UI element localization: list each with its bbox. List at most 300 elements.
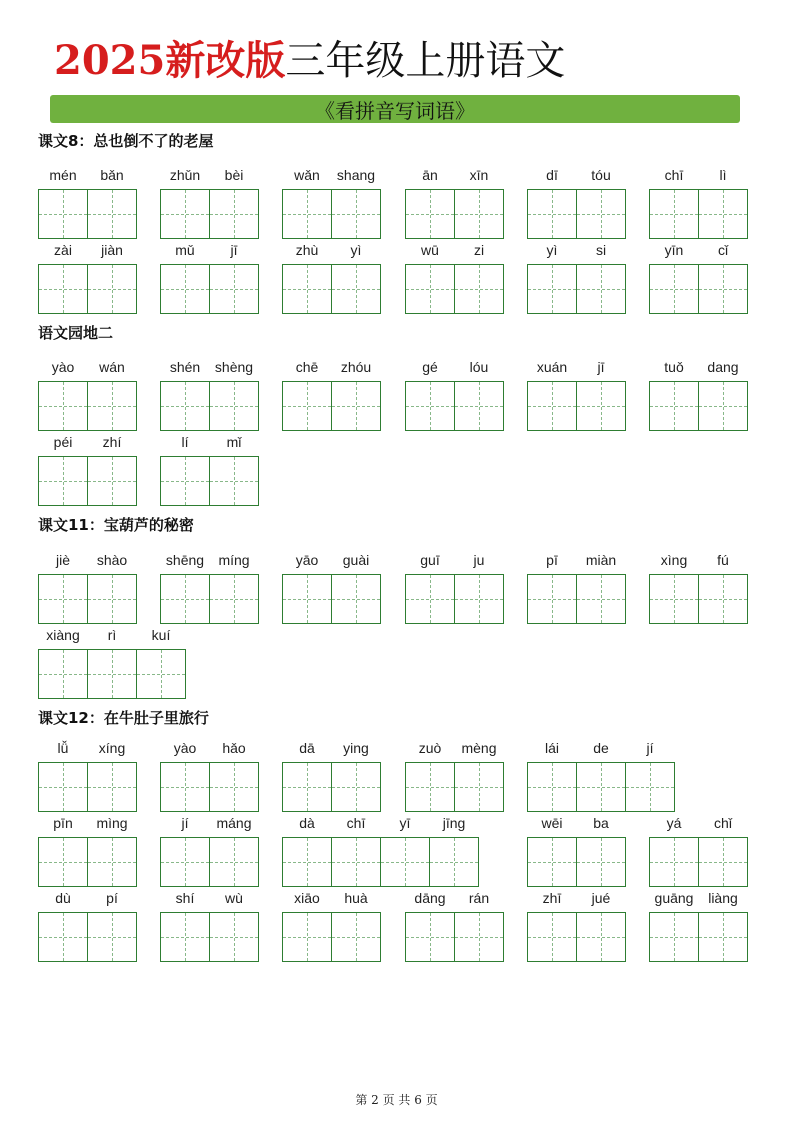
- pinyin-syllable: wán: [99, 359, 125, 375]
- section-title: 课文11：宝葫芦的秘密: [38, 516, 194, 534]
- pinyin-row: [160, 887, 259, 909]
- word-item: [282, 356, 381, 432]
- pinyin-syllable: mìng: [96, 815, 128, 831]
- pinyin-syllable: pīn: [53, 815, 73, 831]
- tianzi-writing-box[interactable]: [38, 762, 88, 812]
- pinyin-syllable: yīn: [664, 242, 684, 258]
- tianzi-writing-box[interactable]: [649, 381, 699, 431]
- pinyin-syllable: péi: [53, 434, 73, 450]
- pinyin-row: [160, 431, 259, 453]
- pinyin-syllable: de: [593, 740, 609, 756]
- page-title: [54, 36, 565, 86]
- word-item: [160, 239, 259, 315]
- pinyin-syllable: wēi: [541, 815, 563, 831]
- tianzi-writing-box[interactable]: [576, 189, 626, 239]
- tianzi-writing-box[interactable]: [38, 649, 88, 699]
- writing-grid: [38, 456, 137, 506]
- pinyin-row: [282, 887, 381, 909]
- section-title: 课文8：总也倒不了的老屋: [38, 132, 214, 150]
- pinyin-syllable: gé: [422, 359, 438, 375]
- tianzi-writing-box[interactable]: [160, 381, 210, 431]
- pinyin-syllable: rán: [468, 890, 490, 906]
- tianzi-writing-box[interactable]: [38, 456, 88, 506]
- tianzi-writing-box[interactable]: [698, 189, 748, 239]
- pinyin-syllable: shí: [175, 890, 195, 906]
- word-item: [527, 356, 626, 432]
- word-item: [160, 431, 259, 507]
- word-item: [160, 356, 259, 432]
- pinyin-syllable: bèi: [224, 167, 244, 183]
- pinyin-row: [160, 737, 259, 759]
- pinyin-syllable: jiè: [55, 552, 70, 568]
- tianzi-writing-box[interactable]: [698, 837, 748, 887]
- pinyin-syllable: shào: [96, 552, 128, 568]
- pinyin-syllable: zài: [54, 242, 72, 258]
- pinyin-row: [649, 239, 748, 261]
- tianzi-writing-box[interactable]: [527, 189, 577, 239]
- tianzi-writing-box[interactable]: [527, 762, 577, 812]
- tianzi-writing-box[interactable]: [38, 189, 88, 239]
- tianzi-writing-box[interactable]: [331, 264, 381, 314]
- tianzi-writing-box[interactable]: [209, 381, 259, 431]
- pinyin-row: [649, 549, 748, 571]
- tianzi-writing-box[interactable]: [282, 264, 332, 314]
- pinyin-syllable: mǐ: [226, 434, 242, 450]
- writing-grid: [160, 264, 259, 314]
- pinyin-row: [405, 737, 504, 759]
- writing-grid: [649, 189, 748, 239]
- word-item: [649, 549, 748, 625]
- pinyin-syllable: lí: [181, 434, 189, 450]
- tianzi-writing-box[interactable]: [160, 837, 210, 887]
- word-item: [405, 164, 504, 240]
- tianzi-writing-box[interactable]: [698, 912, 748, 962]
- tianzi-writing-box[interactable]: [160, 762, 210, 812]
- writing-grid: [282, 189, 381, 239]
- writing-grid: [649, 837, 748, 887]
- word-item: [649, 239, 748, 315]
- pinyin-syllable: zhóu: [340, 359, 372, 375]
- writing-grid: [405, 381, 504, 431]
- writing-grid: [38, 264, 137, 314]
- pinyin-syllable: dāng: [414, 890, 446, 906]
- tianzi-writing-box[interactable]: [576, 381, 626, 431]
- pinyin-row: [527, 887, 626, 909]
- writing-grid: [38, 649, 186, 699]
- word-item: [527, 549, 626, 625]
- word-item: [405, 239, 504, 315]
- writing-grid: [38, 912, 137, 962]
- tianzi-writing-box[interactable]: [331, 381, 381, 431]
- pinyin-syllable: lái: [544, 740, 559, 756]
- tianzi-writing-box[interactable]: [405, 912, 455, 962]
- pinyin-syllable: fú: [717, 552, 729, 568]
- word-item: [527, 887, 626, 963]
- pinyin-syllable: kuí: [151, 627, 171, 643]
- pinyin-syllable: zuò: [418, 740, 442, 756]
- tianzi-writing-box[interactable]: [405, 574, 455, 624]
- pinyin-row: [282, 737, 381, 759]
- tianzi-writing-box[interactable]: [282, 912, 332, 962]
- tianzi-writing-box[interactable]: [405, 381, 455, 431]
- tianzi-writing-box[interactable]: [209, 912, 259, 962]
- pinyin-row: [527, 239, 626, 261]
- word-item: [282, 737, 381, 813]
- pinyin-row: [527, 812, 626, 834]
- tianzi-writing-box[interactable]: [527, 574, 577, 624]
- tianzi-writing-box[interactable]: [87, 574, 137, 624]
- word-item: [38, 164, 137, 240]
- pinyin-syllable: bǎn: [100, 167, 124, 183]
- pinyin-syllable: xiāo: [294, 890, 320, 906]
- pinyin-row: [649, 887, 748, 909]
- title-year-edition: 2025新改版: [54, 37, 286, 84]
- pinyin-syllable: ju: [473, 552, 485, 568]
- pinyin-syllable: wū: [421, 242, 439, 258]
- tianzi-writing-box[interactable]: [331, 574, 381, 624]
- pinyin-row: [38, 239, 137, 261]
- word-item: [160, 887, 259, 963]
- tianzi-writing-box[interactable]: [87, 649, 137, 699]
- tianzi-writing-box[interactable]: [38, 381, 88, 431]
- pinyin-syllable: pī: [546, 552, 558, 568]
- pinyin-row: [527, 737, 675, 759]
- tianzi-writing-box[interactable]: [331, 189, 381, 239]
- tianzi-writing-box[interactable]: [405, 264, 455, 314]
- pinyin-syllable: ba: [593, 815, 609, 831]
- pinyin-row: [160, 356, 259, 378]
- pinyin-syllable: yá: [666, 815, 682, 831]
- tianzi-writing-box[interactable]: [209, 189, 259, 239]
- tianzi-writing-box[interactable]: [87, 456, 137, 506]
- tianzi-writing-box[interactable]: [282, 381, 332, 431]
- tianzi-writing-box[interactable]: [38, 837, 88, 887]
- pinyin-row: [38, 737, 137, 759]
- pinyin-row: [405, 887, 504, 909]
- word-item: [527, 164, 626, 240]
- pinyin-syllable: zhī: [542, 890, 562, 906]
- pinyin-syllable: shēng: [165, 552, 205, 568]
- word-item: [38, 356, 137, 432]
- pinyin-syllable: guài: [342, 552, 370, 568]
- pinyin-row: [405, 239, 504, 261]
- tianzi-writing-box[interactable]: [454, 381, 504, 431]
- pinyin-row: [405, 164, 504, 186]
- writing-grid: [160, 189, 259, 239]
- word-item: [649, 887, 748, 963]
- pinyin-row: [527, 356, 626, 378]
- pinyin-syllable: shén: [169, 359, 201, 375]
- word-item: [405, 549, 504, 625]
- writing-grid: [405, 762, 504, 812]
- pinyin-syllable: tóu: [591, 167, 611, 183]
- tianzi-writing-box[interactable]: [331, 912, 381, 962]
- writing-grid: [527, 762, 675, 812]
- pinyin-row: [38, 356, 137, 378]
- writing-grid: [649, 381, 748, 431]
- pinyin-row: [405, 549, 504, 571]
- tianzi-writing-box[interactable]: [380, 837, 430, 887]
- writing-grid: [527, 189, 626, 239]
- pinyin-syllable: wù: [225, 890, 243, 906]
- tianzi-writing-box[interactable]: [527, 837, 577, 887]
- pinyin-syllable: shèng: [214, 359, 254, 375]
- tianzi-writing-box[interactable]: [698, 574, 748, 624]
- pinyin-syllable: chǐ: [714, 815, 732, 831]
- tianzi-writing-box[interactable]: [527, 912, 577, 962]
- tianzi-writing-box[interactable]: [282, 837, 332, 887]
- pinyin-syllable: cǐ: [717, 242, 729, 258]
- pinyin-syllable: miàn: [585, 552, 617, 568]
- tianzi-writing-box[interactable]: [527, 381, 577, 431]
- pinyin-row: [282, 239, 381, 261]
- writing-grid: [527, 837, 626, 887]
- tianzi-writing-box[interactable]: [160, 574, 210, 624]
- writing-grid: [527, 264, 626, 314]
- word-item: [282, 239, 381, 315]
- pinyin-syllable: xíng: [98, 740, 126, 756]
- word-item: [282, 549, 381, 625]
- writing-grid: [160, 912, 259, 962]
- tianzi-writing-box[interactable]: [38, 574, 88, 624]
- word-item: [649, 812, 748, 888]
- pinyin-syllable: míng: [218, 552, 250, 568]
- pinyin-row: [38, 812, 137, 834]
- pinyin-syllable: dang: [707, 359, 739, 375]
- pinyin-row: [38, 887, 137, 909]
- word-item: [405, 737, 504, 813]
- writing-grid: [649, 574, 748, 624]
- word-item: [405, 356, 504, 432]
- writing-grid: [38, 574, 137, 624]
- pinyin-row: [282, 549, 381, 571]
- tianzi-writing-box[interactable]: [38, 264, 88, 314]
- writing-grid: [38, 837, 137, 887]
- pinyin-syllable: jī: [597, 359, 605, 375]
- tianzi-writing-box[interactable]: [576, 762, 626, 812]
- tianzi-writing-box[interactable]: [209, 456, 259, 506]
- tianzi-writing-box[interactable]: [160, 264, 210, 314]
- pinyin-row: [649, 164, 748, 186]
- tianzi-writing-box[interactable]: [87, 381, 137, 431]
- word-item: [38, 431, 137, 507]
- tianzi-writing-box[interactable]: [405, 189, 455, 239]
- writing-grid: [282, 264, 381, 314]
- pinyin-row: [282, 164, 381, 186]
- writing-grid: [527, 574, 626, 624]
- tianzi-writing-box[interactable]: [527, 264, 577, 314]
- writing-grid: [160, 762, 259, 812]
- writing-grid: [405, 912, 504, 962]
- word-item: [282, 887, 381, 963]
- pinyin-row: [527, 164, 626, 186]
- tianzi-writing-box[interactable]: [136, 649, 186, 699]
- pinyin-syllable: ying: [343, 740, 369, 756]
- pinyin-row: [160, 812, 259, 834]
- pinyin-row: [38, 549, 137, 571]
- tianzi-writing-box[interactable]: [649, 912, 699, 962]
- pinyin-row: [649, 812, 748, 834]
- tianzi-writing-box[interactable]: [576, 912, 626, 962]
- word-item: [160, 549, 259, 625]
- tianzi-writing-box[interactable]: [576, 574, 626, 624]
- pinyin-syllable: guī: [420, 552, 440, 568]
- tianzi-writing-box[interactable]: [429, 837, 479, 887]
- pinyin-syllable: zhù: [295, 242, 319, 258]
- page-footer: 第 2 页 共 6 页: [355, 1093, 438, 1107]
- writing-grid: [160, 574, 259, 624]
- writing-grid: [282, 912, 381, 962]
- tianzi-writing-box[interactable]: [160, 189, 210, 239]
- writing-grid: [38, 189, 137, 239]
- word-item: [38, 737, 137, 813]
- word-item: [38, 812, 137, 888]
- tianzi-writing-box[interactable]: [282, 189, 332, 239]
- word-item: [160, 812, 259, 888]
- word-item: [38, 239, 137, 315]
- writing-grid: [38, 762, 137, 812]
- tianzi-writing-box[interactable]: [649, 189, 699, 239]
- tianzi-writing-box[interactable]: [160, 912, 210, 962]
- pinyin-syllable: xuán: [536, 359, 568, 375]
- pinyin-syllable: yī: [399, 815, 411, 831]
- tianzi-writing-box[interactable]: [87, 837, 137, 887]
- word-item: [649, 356, 748, 432]
- subtitle-banner: [50, 95, 740, 123]
- tianzi-writing-box[interactable]: [209, 762, 259, 812]
- section-title: 语文园地二: [38, 324, 114, 342]
- writing-grid: [527, 381, 626, 431]
- tianzi-writing-box[interactable]: [282, 762, 332, 812]
- tianzi-writing-box[interactable]: [331, 837, 381, 887]
- word-item: [649, 164, 748, 240]
- pinyin-syllable: pí: [106, 890, 118, 906]
- tianzi-writing-box[interactable]: [454, 574, 504, 624]
- pinyin-syllable: chī: [664, 167, 684, 183]
- writing-grid: [282, 574, 381, 624]
- tianzi-writing-box[interactable]: [576, 264, 626, 314]
- pinyin-syllable: mèng: [461, 740, 497, 756]
- pinyin-syllable: dà: [299, 815, 315, 831]
- writing-grid: [405, 264, 504, 314]
- word-item: [282, 812, 479, 888]
- section-title: 课文12：在牛肚子里旅行: [38, 709, 209, 727]
- tianzi-writing-box[interactable]: [576, 837, 626, 887]
- pinyin-row: [282, 356, 381, 378]
- tianzi-writing-box[interactable]: [454, 912, 504, 962]
- tianzi-writing-box[interactable]: [698, 264, 748, 314]
- pinyin-syllable: zi: [473, 242, 485, 258]
- tianzi-writing-box[interactable]: [209, 574, 259, 624]
- pinyin-syllable: hǎo: [222, 740, 246, 756]
- pinyin-syllable: tuǒ: [664, 359, 684, 375]
- tianzi-writing-box[interactable]: [649, 574, 699, 624]
- word-item: [527, 239, 626, 315]
- title-grade-subject: 三年级上册语文: [285, 38, 566, 84]
- pinyin-syllable: xiàng: [46, 627, 80, 643]
- writing-grid: [649, 264, 748, 314]
- pinyin-syllable: si: [595, 242, 607, 258]
- pinyin-syllable: dī: [546, 167, 558, 183]
- banner-text: 《看拼音写词语》: [315, 98, 475, 123]
- pinyin-syllable: dù: [55, 890, 71, 906]
- writing-grid: [160, 456, 259, 506]
- writing-grid: [282, 381, 381, 431]
- word-item: [527, 737, 675, 813]
- pinyin-syllable: jīng: [442, 815, 466, 831]
- pinyin-syllable: shang: [336, 167, 376, 183]
- pinyin-syllable: dā: [299, 740, 315, 756]
- tianzi-writing-box[interactable]: [87, 762, 137, 812]
- pinyin-syllable: zhǔn: [169, 167, 201, 183]
- writing-grid: [160, 381, 259, 431]
- tianzi-writing-box[interactable]: [38, 912, 88, 962]
- word-item: [160, 164, 259, 240]
- pinyin-syllable: lóu: [469, 359, 489, 375]
- tianzi-writing-box[interactable]: [625, 762, 675, 812]
- tianzi-writing-box[interactable]: [698, 381, 748, 431]
- tianzi-writing-box[interactable]: [454, 264, 504, 314]
- tianzi-writing-box[interactable]: [405, 762, 455, 812]
- tianzi-writing-box[interactable]: [87, 912, 137, 962]
- tianzi-writing-box[interactable]: [87, 264, 137, 314]
- pinyin-syllable: wǎn: [294, 167, 320, 183]
- pinyin-syllable: lǚ: [57, 740, 69, 756]
- pinyin-syllable: ān: [422, 167, 438, 183]
- tianzi-writing-box[interactable]: [87, 189, 137, 239]
- pinyin-syllable: huà: [344, 890, 368, 906]
- pinyin-syllable: xīn: [469, 167, 489, 183]
- tianzi-writing-box[interactable]: [649, 837, 699, 887]
- writing-grid: [160, 837, 259, 887]
- pinyin-syllable: chī: [346, 815, 366, 831]
- pinyin-syllable: jiàn: [101, 242, 123, 258]
- pinyin-syllable: mén: [49, 167, 77, 183]
- writing-grid: [649, 912, 748, 962]
- pinyin-row: [160, 549, 259, 571]
- pinyin-row: [160, 164, 259, 186]
- writing-grid: [405, 189, 504, 239]
- tianzi-writing-box[interactable]: [331, 762, 381, 812]
- word-item: [405, 887, 504, 963]
- pinyin-row: [649, 356, 748, 378]
- pinyin-syllable: yì: [350, 242, 362, 258]
- tianzi-writing-box[interactable]: [649, 264, 699, 314]
- pinyin-syllable: xìng: [660, 552, 688, 568]
- pinyin-row: [527, 549, 626, 571]
- pinyin-syllable: jī: [230, 242, 238, 258]
- tianzi-writing-box[interactable]: [209, 837, 259, 887]
- tianzi-writing-box[interactable]: [282, 574, 332, 624]
- pinyin-syllable: jí: [181, 815, 189, 831]
- pinyin-syllable: rì: [107, 627, 117, 643]
- word-item: [160, 737, 259, 813]
- writing-grid: [282, 837, 479, 887]
- tianzi-writing-box[interactable]: [160, 456, 210, 506]
- tianzi-writing-box[interactable]: [454, 189, 504, 239]
- pinyin-syllable: chē: [295, 359, 319, 375]
- pinyin-row: [38, 624, 186, 646]
- pinyin-syllable: máng: [216, 815, 252, 831]
- pinyin-syllable: yāo: [295, 552, 319, 568]
- tianzi-writing-box[interactable]: [454, 762, 504, 812]
- writing-grid: [282, 762, 381, 812]
- word-item: [527, 812, 626, 888]
- word-item: [282, 164, 381, 240]
- writing-grid: [38, 381, 137, 431]
- writing-grid: [527, 912, 626, 962]
- tianzi-writing-box[interactable]: [209, 264, 259, 314]
